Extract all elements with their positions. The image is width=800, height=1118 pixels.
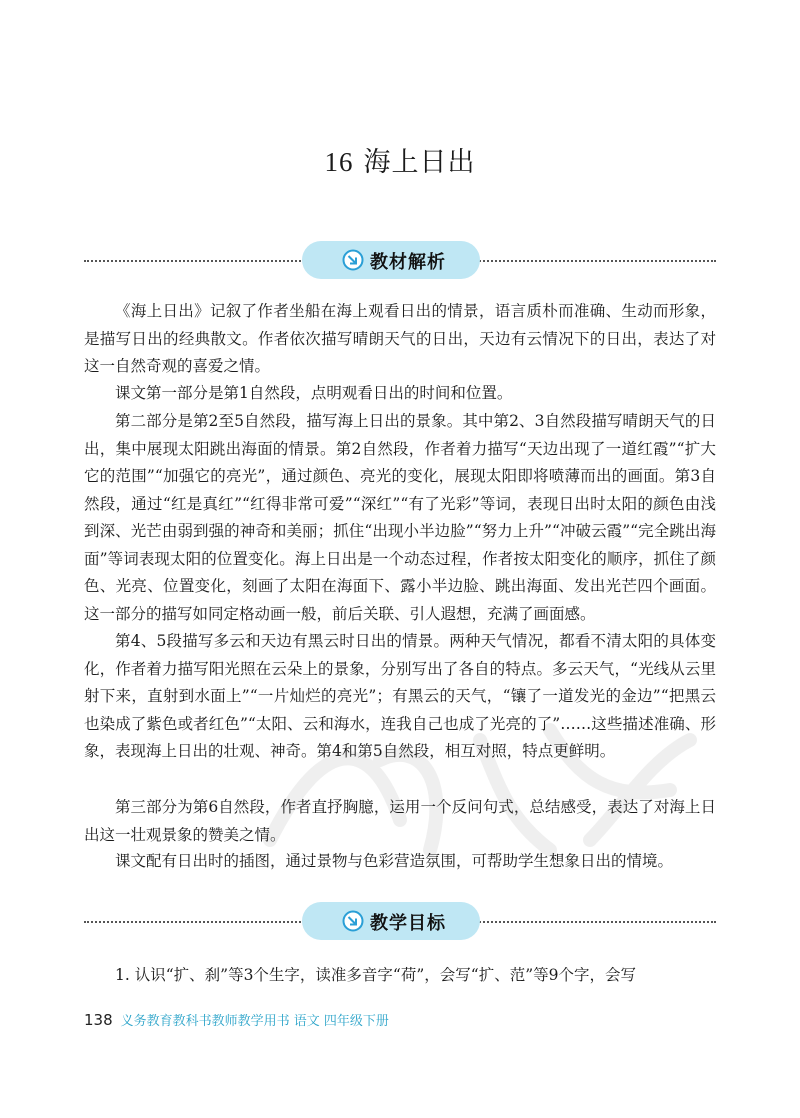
lesson-title — [0, 140, 800, 179]
section-pill — [302, 902, 480, 940]
down-arrow-circle-icon — [342, 910, 364, 932]
section-header-analysis — [84, 241, 716, 281]
goal-item: 1. 认识“扩、刹”等3个生字，读准多音字“荷”，会写“扩、范”等9个字，会写 — [115, 966, 636, 984]
down-arrow-circle-icon — [342, 249, 364, 271]
page-number: 138 — [84, 1011, 113, 1029]
section-header-goals — [84, 902, 716, 942]
lesson-title-text: 海上日出 — [363, 147, 476, 178]
analysis-paragraph: 《海上日出》记叙了作者坐船在海上观看日出的情景，语言质朴而准确、生动而形象，是描写日出的经典散文。作者依次描写晴朗天气的日出，天边有云情况下的日出，表达了对这一自然奇观的喜爱之情。 — [84, 302, 716, 375]
page-footer — [84, 1010, 389, 1029]
watermark-logo — [250, 700, 710, 870]
analysis-paragraph: 第三部分为第6自然段，作者直抒胸臆，运用一个反问句式，总结感受，表达了对海上日出这一壮观景象的赞美之情。 — [84, 798, 716, 844]
analysis-paragraph: 第4、5段描写多云和天边有黑云时日出的情景。两种天气情况，都看不清太阳的具体变化，作者着力描写阳光照在云朵上的景象，分别写出了各自的特点。多云天气，“光线从云里射下来，直射到水面上”“一片灿烂的亮光”；有黑云的天气，“镶了一道发光的金边”“把黑云也染成了紫色或者红色”“太阳、云和海水，连我自己也成了光亮的了”……这些描述准确、形象，表现海上日出的壮观、神奇。第4和第5自然段，相互对照，特点更鲜明。 — [84, 632, 716, 760]
book-title: 义务教育教科书教师教学用书 语文 四年级下册 — [120, 1014, 389, 1029]
analysis-paragraph: 课文配有日出时的插图，通过景物与色彩营造氛围，可帮助学生想象日出的情境。 — [115, 852, 674, 870]
section-label: 教学目标 — [370, 913, 446, 934]
analysis-paragraph: 课文第一部分是第1自然段，点明观看日出的时间和位置。 — [115, 384, 513, 402]
analysis-paragraph: 第二部分是第2至5自然段，描写海上日出的景象。其中第2、3自然段描写晴朗天气的日出，集中展现太阳跳出海面的情景。第2自然段，作者着力描写“天边出现了一道红霞”“扩大它的范围”“加强它的亮光”，通过颜色、亮光的变化，展现太阳即将喷薄而出的画面。第3自然段，通过“红是真红”“红得非常可爱”“深红”“有了光彩”等词，表现日出时太阳的颜色由浅到深、光芒由弱到强的神奇和美丽；抓住“出现小半边脸”“努力上升”“冲破云霞”“完全跳出海面”等词表现太阳的位置变化。海上日出是一个动态过程，作者按太阳变化的顺序，抓住了颜色、光亮、位置变化，刻画了太阳在海面下、露小半边脸、跳出海面、发出光芒四个画面。这一部分的描写如同定格动画一般，前后关联、引人遐想，充满了画面感。 — [84, 412, 716, 623]
section-label: 教材解析 — [370, 252, 446, 273]
lesson-number: 16 — [324, 147, 354, 177]
section-pill — [302, 241, 480, 279]
